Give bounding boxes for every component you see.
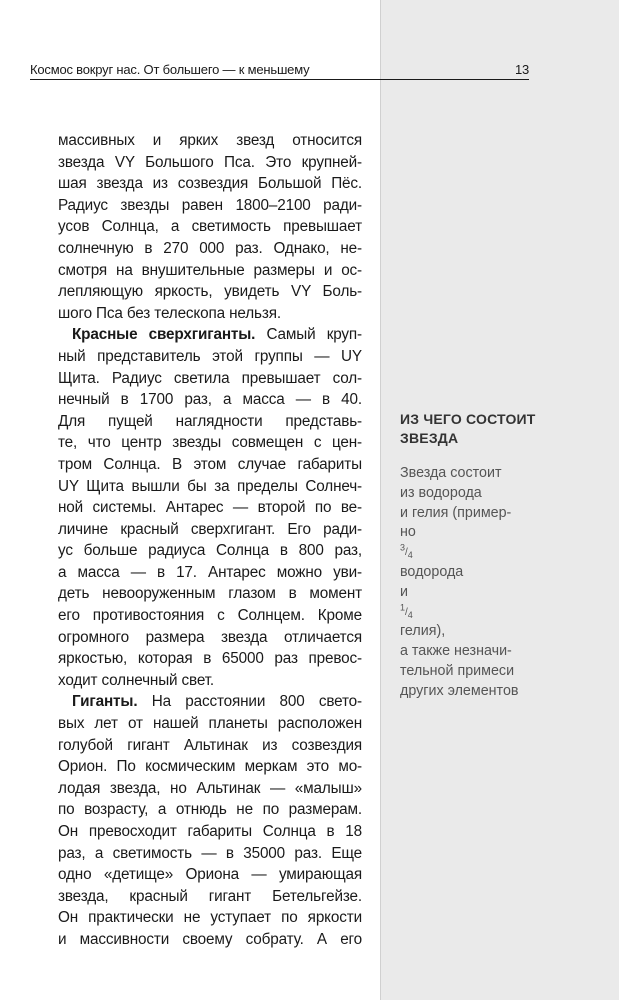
text-line: Он практически не уступает по яркости — [58, 909, 362, 927]
text-line: Орион. По космическим меркам это мо- — [58, 758, 362, 776]
text-line: голубой гигант Альтинак из созвездия — [58, 736, 362, 754]
text-line: массивных и ярких звезд относится — [58, 132, 362, 149]
sidebar-text-line: Звезда состоит — [400, 465, 502, 481]
text-line: лепляющую яркость, увидеть VY Боль- — [58, 283, 362, 301]
sidebar-text-line: из водорода — [400, 484, 482, 501]
sidebar-title-line: ИЗ ЧЕГО СОСТОИТ — [400, 411, 536, 427]
text-line: ходит солнечный свет. — [58, 671, 214, 689]
sidebar-title-line: ЗВЕЗДА — [400, 430, 459, 446]
text-line: те, что центр звезды совмещен с цен- — [58, 434, 362, 452]
text-line: ус больше радиуса Солнца в 800 раз, — [58, 542, 362, 560]
text-line: одно «детище» Ориона — умирающая — [58, 866, 362, 884]
text-line: Он превосходит габариты Солнца в 18 — [58, 823, 362, 840]
sidebar-text-line: тельной примеси — [400, 662, 515, 679]
header-rule — [30, 79, 529, 80]
paragraph-giants-first-line — [58, 691, 362, 713]
heading-giants: Гиганты. — [72, 693, 138, 711]
text-line: яркостью, которая в 65000 раз превос- — [58, 650, 362, 668]
text-line: усов Солнца, а светимость превышает — [58, 218, 362, 236]
text-fragment: водорода — [400, 563, 464, 580]
text-line: шого Пса без телескопа нельзя. — [58, 304, 281, 322]
text-line: его противостояния с Солнцем. Кроме — [58, 607, 362, 625]
running-title: Космос вокруг нас. От большего — к меньшему — [30, 62, 310, 77]
text-line: ной системы. Антарес — второй по ве- — [58, 499, 362, 517]
paragraph-red-supergiants-first-line — [58, 324, 362, 346]
text-line: тром Солнца. В этом случае габариты — [58, 455, 362, 473]
sidebar-text-line — [400, 523, 600, 582]
sidebar-text-line: других элементов — [400, 682, 519, 699]
page-number: 13 — [514, 62, 529, 77]
sidebar-title — [400, 410, 600, 448]
fraction-numerator: 1 — [400, 602, 406, 613]
text-line: смотря на внушительные размеры и ос- — [58, 261, 362, 279]
sidebar-text-line: и гелия (пример- — [400, 504, 512, 521]
text-line: личине красный сверхгигант. Его ради- — [58, 520, 362, 538]
text-line: а масса — в 17. Антарес можно уви- — [58, 563, 362, 581]
sidebar-text-line: а также незначи- — [400, 643, 512, 660]
running-header — [30, 60, 529, 80]
text-line: деть невооруженным глазом в момент — [58, 585, 362, 603]
main-text-column — [58, 130, 362, 951]
text-line: шая звезда из созвездия Большой Пёс. — [58, 175, 362, 193]
sidebar-text — [400, 464, 600, 702]
text-line: Радиус звезды равен 1800–2100 ради- — [58, 196, 362, 214]
fraction-three-quarters: $^3/_4$ — [400, 542, 413, 561]
text-line: ный представитель этой группы — UY — [58, 347, 362, 365]
fraction-one-quarter: $^1/_4$ — [400, 602, 413, 620]
text-fragment: и — [400, 583, 408, 600]
text-line: солнечную в 270 000 раз. Однако, не- — [58, 239, 362, 257]
text-line: огромного размера звезда отличается — [58, 628, 362, 646]
text-line: нечный в 1700 раз, а масса — в 40. — [58, 391, 362, 409]
sidebar-note — [400, 410, 600, 702]
text-fragment: но — [400, 524, 416, 541]
text-line: и массивности своему собрату. А его — [58, 930, 362, 948]
fraction-denominator: 4 — [407, 550, 413, 561]
text-line: звезда, красный гигант Бетельгейзе. — [58, 887, 362, 905]
text-line: Для пущей наглядности представь- — [58, 412, 362, 430]
text-line: раз, а светимость — в 35000 раз. Еще — [58, 844, 362, 862]
fraction-numerator: 3 — [400, 542, 406, 553]
text-line: по возрасту, а отнюдь не по размерам. — [58, 801, 362, 819]
text-line: вых лет от нашей планеты расположен — [58, 715, 362, 733]
text-line: UY Щита вышли бы за пределы Солнеч- — [58, 477, 362, 495]
text-fragment: На расстоянии 800 свето- — [151, 693, 362, 711]
text-line: лодая звезда, но Альтинак — «малыш» — [58, 779, 362, 797]
fraction-denominator: 4 — [407, 609, 413, 620]
text-line: Щита. Радиус светила превышает сол- — [58, 369, 362, 387]
heading-red-supergiants: Красные сверхгиганты. — [72, 326, 256, 344]
text-line: звезда VY Большого Пса. Это крупней- — [58, 153, 362, 171]
sidebar-text-line — [400, 583, 600, 642]
text-fragment: гелия), — [400, 623, 446, 640]
text-fragment: Самый круп- — [266, 326, 362, 344]
